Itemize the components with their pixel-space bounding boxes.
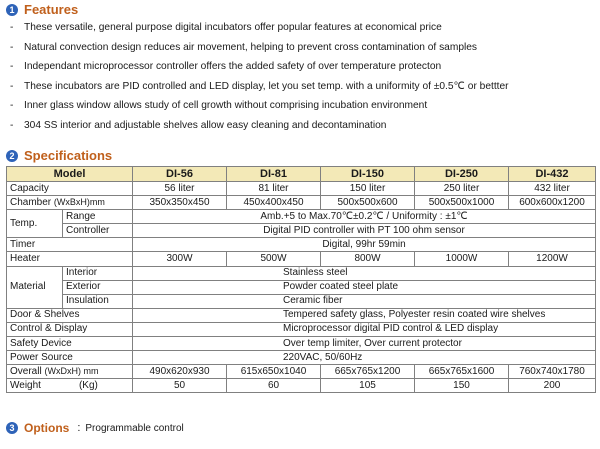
door-value: Tempered safety glass, Polyester resin coated wire shelves (133, 308, 596, 322)
heater-value: 500W (227, 252, 321, 266)
options-colon: : (77, 422, 81, 434)
specifications-heading (6, 148, 112, 163)
material-insulation-value: Ceramic fiber (133, 294, 596, 308)
overall-value: 615x650x1040 (227, 365, 321, 379)
table-row (7, 266, 596, 280)
features-list (10, 18, 595, 136)
temp-range-label: Range (63, 210, 133, 224)
chamber-value: 600x600x1200 (509, 196, 596, 210)
capacity-value: 250 liter (415, 182, 509, 196)
table-row (7, 280, 596, 294)
weight-value: 150 (415, 379, 509, 393)
table-row (7, 224, 596, 238)
weight-value: 50 (133, 379, 227, 393)
capacity-value: 81 liter (227, 182, 321, 196)
heater-value: 300W (133, 252, 227, 266)
feature-item: - Natural convection design reduces air movement, helping to prevent cross contamination of samples (10, 41, 478, 53)
weight-value: 105 (321, 379, 415, 393)
chamber-label: Chamber (WxBxH)mm (7, 196, 133, 210)
material-interior-value: Stainless steel (133, 266, 596, 280)
table-header-row (7, 167, 596, 182)
options-section (6, 421, 184, 435)
model-di-56-header: DI-56 (133, 167, 227, 182)
capacity-value: 150 liter (321, 182, 415, 196)
options-number-badge: 3 (6, 422, 18, 434)
table-row (7, 351, 596, 365)
model-header: Model (7, 167, 133, 182)
overall-value: 760x740x1780 (509, 365, 596, 379)
model-di-432-header: DI-432 (509, 167, 596, 182)
control-label: Control & Display (7, 322, 133, 336)
power-label: Power Source (7, 351, 133, 365)
capacity-value: 56 liter (133, 182, 227, 196)
chamber-value: 500x500x1000 (415, 196, 509, 210)
table-row (7, 252, 596, 266)
safety-value: Over temp limiter, Over current protector (133, 337, 596, 351)
overall-value: 490x620x930 (133, 365, 227, 379)
temp-controller-label: Controller (63, 224, 133, 238)
table-row (7, 238, 596, 252)
capacity-label: Capacity (7, 182, 133, 196)
overall-value: 665x765x1200 (321, 365, 415, 379)
heater-value: 1000W (415, 252, 509, 266)
heater-value: 1200W (509, 252, 596, 266)
table-row (7, 294, 596, 308)
specifications-table (6, 166, 596, 393)
control-value: Microprocessor digital PID control & LED display (133, 322, 596, 336)
heater-value: 800W (321, 252, 415, 266)
table-row (7, 379, 596, 393)
feature-item: - These versatile, general purpose digital incubators offer popular features at economical price (10, 22, 442, 33)
options-text: Programmable control (85, 422, 184, 434)
temp-range-value: Amb.+5 to Max.70℃±0.2℃ / Uniformity : ±1℃ (133, 210, 596, 224)
table-row (7, 322, 596, 336)
material-insulation-label: Insulation (63, 294, 133, 308)
specifications-number-badge: 2 (6, 150, 18, 162)
material-exterior-label: Exterior (63, 280, 133, 294)
overall-label: Overall (WxDxH) mm (7, 365, 133, 379)
feature-item: - These incubators are PID controlled and LED display, let you set temp. with a uniformity of ±0.5℃ or bettter (10, 80, 509, 92)
table-row (7, 337, 596, 351)
model-di-250-header: DI-250 (415, 167, 509, 182)
feature-item: - 304 SS interior and adjustable shelves allow easy cleaning and decontamination (10, 119, 387, 131)
timer-label: Timer (7, 238, 133, 252)
specifications-title: Specifications (24, 148, 113, 163)
features-number-badge: 1 (6, 4, 18, 16)
chamber-value: 450x400x450 (227, 196, 321, 210)
table-row (7, 196, 596, 210)
options-title: Options (24, 421, 70, 435)
table-row (7, 365, 596, 379)
material-label: Material (7, 266, 63, 308)
feature-item: - Independant microprocessor controller offers the added safety of over temperature protecton (10, 61, 442, 73)
model-di-81-header: DI-81 (227, 167, 321, 182)
overall-value: 665x765x1600 (415, 365, 509, 379)
material-exterior-value: Powder coated steel plate (133, 280, 596, 294)
table-row (7, 308, 596, 322)
heater-label: Heater (7, 252, 133, 266)
material-interior-label: Interior (63, 266, 133, 280)
capacity-value: 432 liter (509, 182, 596, 196)
table-row (7, 210, 596, 224)
temp-controller-value: Digital PID controller with PT 100 ohm sensor (133, 224, 596, 238)
door-label: Door & Shelves (7, 308, 133, 322)
features-title: Features (24, 2, 79, 17)
weight-value: 200 (509, 379, 596, 393)
temp-label: Temp. (7, 210, 63, 238)
chamber-value: 500x500x600 (321, 196, 415, 210)
safety-label: Safety Device (7, 337, 133, 351)
feature-item: - Inner glass window allows study of cell growth without comprising incubation environment (10, 100, 428, 112)
timer-value: Digital, 99hr 59min (133, 238, 596, 252)
table-row (7, 182, 596, 196)
model-di-150-header: DI-150 (321, 167, 415, 182)
weight-label: Weight (Kg) (7, 379, 133, 393)
chamber-value: 350x350x450 (133, 196, 227, 210)
features-heading (6, 2, 78, 17)
weight-value: 60 (227, 379, 321, 393)
power-value: 220VAC, 50/60Hz (133, 351, 596, 365)
